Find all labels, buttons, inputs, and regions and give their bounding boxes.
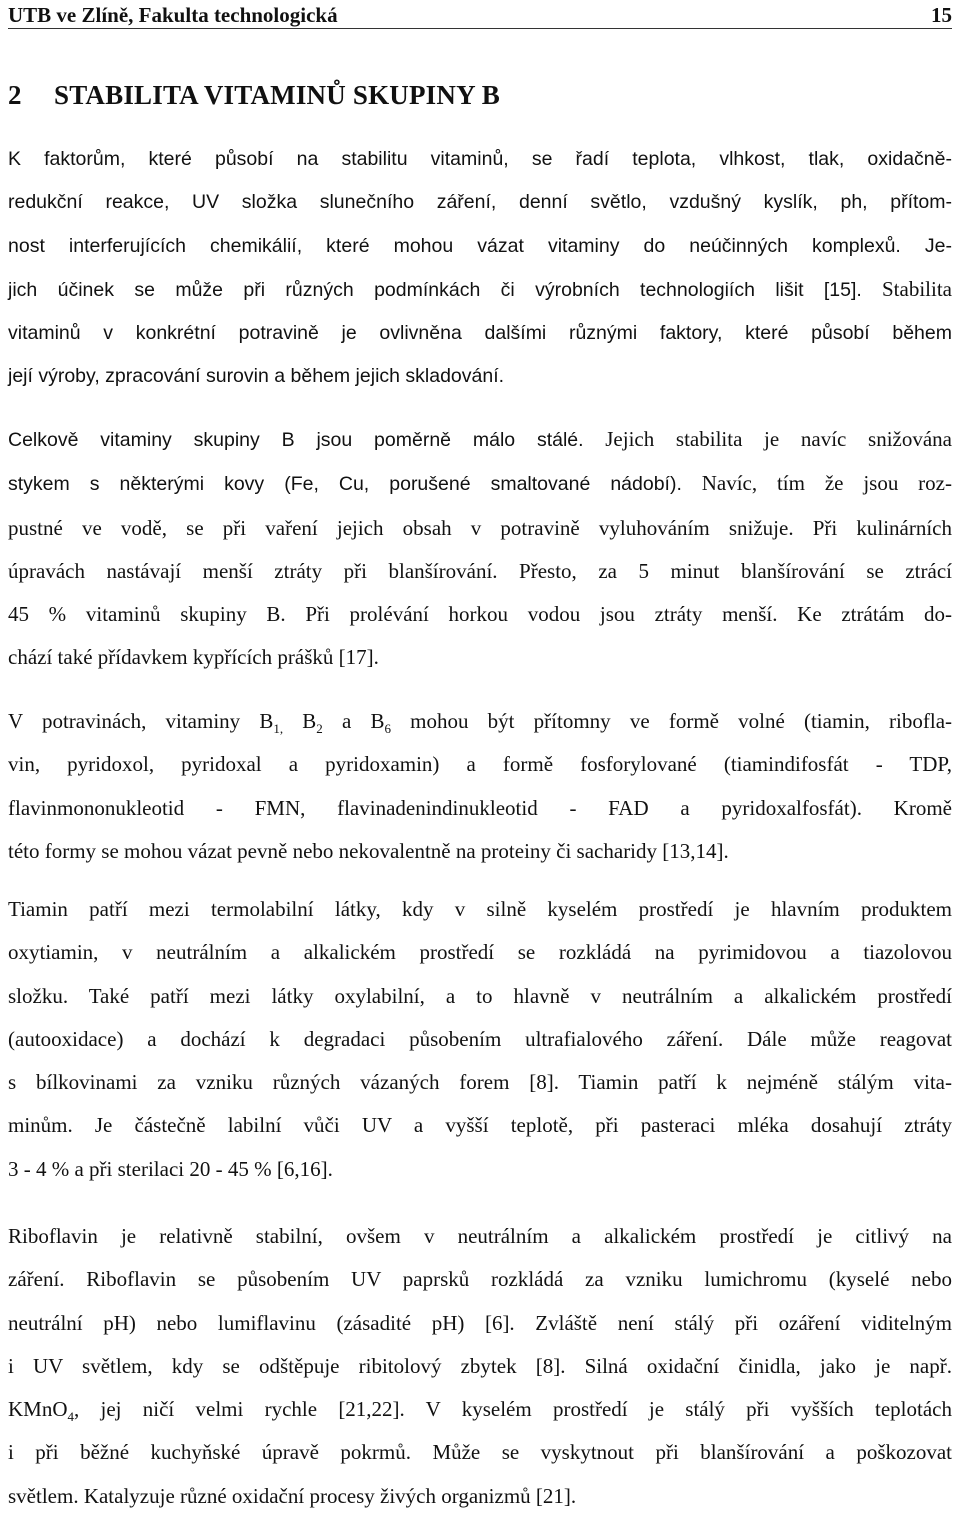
text-segment: , jej ničí velmi rychle [21,22]. V kyselém prostředí je stálý při vyšších teplotách <box>74 1397 952 1422</box>
paragraph-3 <box>8 700 952 873</box>
chapter-number: 2 <box>8 80 22 110</box>
text-line: Riboflavin je relativně stabilní, ovšem v neutrálním a alkalickém prostředí je citlivý na <box>8 1224 952 1248</box>
text-segment: mohou být přítomny ve formě volné (tiamin, ribofla- <box>390 709 953 733</box>
subscript: 6 <box>384 721 391 737</box>
text-line: i UV světlem, kdy se odštěpuje ribitolový zbytek [8]. Silná oxidační činidla, jako je např. <box>8 1353 952 1378</box>
text-line: této formy se mohou vázat pevně nebo nekovalentně na proteiny či sacharidy [13,14]. <box>8 838 729 863</box>
text-line <box>8 1388 952 1431</box>
text-line <box>8 462 952 506</box>
text-segment: Navíc, tím že jsou roz- <box>681 471 952 496</box>
header-title: UTB ve Zlíně, Fakulta technologická <box>8 2 338 27</box>
text-line: oxytiamin, v neutrálním a alkalickém prostředí se rozkládá na pyrimidovou a tiazolovou <box>8 940 952 965</box>
text-line: s bílkovinami za vzniku různých vázaných forem [8]. Tiamin patří k nejméně stálým vita- <box>8 1070 952 1095</box>
text-line: chází také přídavkem kypřících prášků [17]. <box>8 645 379 670</box>
chapter-heading <box>8 80 500 111</box>
text-line: neutrální pH) nebo lumiflavinu (zásadité pH) [6]. Zvláště není stálý při ozáření viditelným <box>8 1310 952 1335</box>
text-segment: B <box>283 709 317 733</box>
paragraph-1 <box>8 138 952 399</box>
page-number: 15 <box>931 2 952 27</box>
text-segment: Celkově vitaminy skupiny B jsou poměrně málo stálé. <box>8 429 584 451</box>
text-segment: a B <box>322 709 385 733</box>
subscript: 2 <box>316 721 323 737</box>
text-segment: Jejich stabilita je navíc snižována <box>583 427 953 451</box>
text-line: minům. Je částečně labilní vůči UV a vyšší teplotě, při pasteraci mléka dosahují ztráty <box>8 1113 952 1138</box>
text-line: vin, pyridoxol, pyridoxal a pyridoxamin) a formě fosforylované (tiamindifosfát - TDP, <box>8 752 952 777</box>
text-line: vitaminů v konkrétní potravině je ovlivněna dalšími různými faktory, které působí během <box>8 322 952 345</box>
text-line: světlem. Katalyzuje různé oxidační procesy živých organizmů [21]. <box>8 1483 577 1508</box>
paragraph-4 <box>8 888 952 1191</box>
text-line: redukční reakce, UV složka slunečního záření, denní světlo, vzdušný kyslík, ph, přítom- <box>8 191 952 214</box>
page-header <box>8 2 952 29</box>
text-line: 3 - 4 % a při sterilaci 20 - 45 % [6,16]. <box>8 1156 333 1181</box>
subscript: 1, <box>273 721 284 737</box>
text-line: její výroby, zpracování surovin a během jejich skladování. <box>8 365 505 388</box>
text-segment: Stabilita <box>861 276 952 301</box>
chapter-title: STABILITA VITAMINŮ SKUPINY B <box>54 80 500 110</box>
text-line <box>8 700 952 743</box>
text-line: 45 % vitaminů skupiny B. Při prolévání horkou vodou jsou ztráty menší. Ke ztrátám do- <box>8 602 952 627</box>
text-line: (autooxidace) a dochází k degradaci působením ultrafialového záření. Dále může reagovat <box>8 1026 952 1051</box>
text-line: K faktorům, které působí na stabilitu vitaminů, se řadí teplota, vlhkost, tlak, oxidačně- <box>8 148 952 170</box>
text-line: nost interferujících chemikálií, které mohou vázat vitaminy do neúčinných komplexů. Je- <box>8 234 952 257</box>
text-segment: stykem s některými kovy (Fe, Cu, porušené smaltované nádobí). <box>8 473 682 496</box>
text-line: záření. Riboflavin se působením UV paprsků rozkládá za vzniku lumichromu (kyselé nebo <box>8 1267 952 1292</box>
text-line: i při běžné kuchyňské úpravě pokrmů. Může se vyskytnout při blanšírování a poškozovat <box>8 1440 952 1465</box>
text-line: úpravách nastávají menší ztráty při blanšírování. Přesto, za 5 minut blanšírování se ztrácí <box>8 558 952 583</box>
text-line <box>8 268 952 312</box>
text-segment: KMnO <box>8 1397 68 1422</box>
text-segment: jich účinek se může při různých podmínkách či výrobních technologiích lišit [15]. <box>8 278 862 301</box>
text-line: Tiamin patří mezi termolabilní látky, kdy v silně kyselém prostředí je hlavním produktem <box>8 897 952 921</box>
text-segment: V potravinách, vitaminy B <box>8 709 274 733</box>
subscript: 4 <box>67 1409 75 1425</box>
text-line: flavinmononukleotid - FMN, flavinadenindinukleotid - FAD a pyridoxalfosfát). Kromě <box>8 795 952 820</box>
text-line: složku. Také patří mezi látky oxylabilní, a to hlavně v neutrálním a alkalickém prostředí <box>8 983 952 1008</box>
text-line <box>8 418 952 462</box>
paragraph-5 <box>8 1215 952 1518</box>
paragraph-2 <box>8 418 952 680</box>
text-line: pustné ve vodě, se při vaření jejich obsah v potravině vyluhováním snižuje. Při kulinárních <box>8 515 952 540</box>
